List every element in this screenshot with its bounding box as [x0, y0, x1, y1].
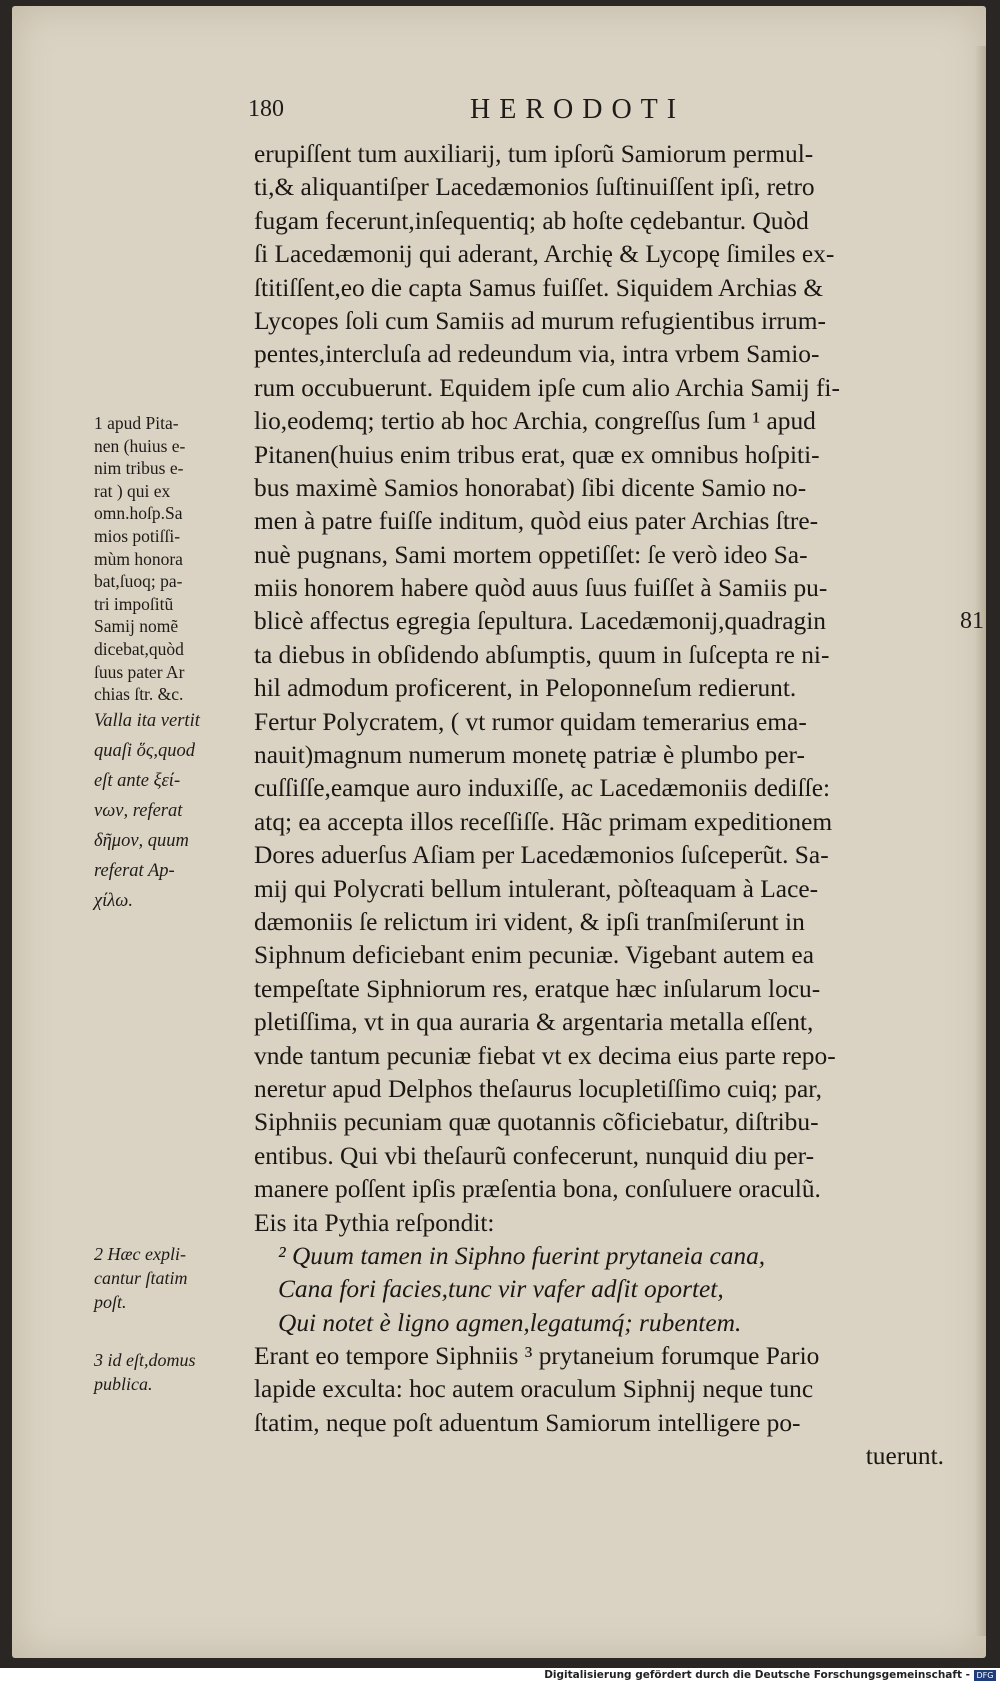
text-line: bus maximè Samios honorabat) ſibi dicente Samio no- — [254, 473, 807, 502]
marginal-note-3-text — [94, 1348, 254, 1396]
marginal-line: cantur ſtatim — [94, 1268, 188, 1288]
text-line: dæmoniis ſe relictum iri vident, & ipſi tranſmiſerunt in — [254, 907, 805, 936]
funding-credit: Digitalisierung gefördert durch die Deutsche Forschungsgemeinschaft - — [544, 1669, 970, 1681]
marginal-line: χίλω. — [94, 890, 133, 911]
marginal-line: rat ) qui ex — [94, 480, 171, 501]
marginal-line: 1 apud Pita- — [94, 413, 179, 433]
marginal-note-1-italic — [94, 706, 254, 916]
margin-section-number: 81 — [960, 608, 984, 634]
text-line: cuſſiſſe,eamque auro induxiſſe, ac Lacedæmoniis dediſſe: — [254, 774, 831, 803]
marginal-line: chias ſtr. &c. — [94, 684, 184, 705]
text-line: ſi Lacedæmonij qui aderant, Archię & Lycopę ſimiles ex- — [254, 240, 835, 269]
marginal-line: nen (huius e- — [94, 435, 186, 456]
marginal-line: mùm honora — [94, 548, 183, 569]
text-line: ſtatim, neque poſt aduentum Samiorum intelligere po- — [254, 1408, 801, 1437]
marginal-line: dicebat,quòd — [94, 638, 184, 659]
marginal-line: bat,ſuoq; pa- — [94, 571, 183, 592]
marginal-line: mios potiſſi- — [94, 525, 181, 546]
page-number: 180 — [248, 96, 284, 122]
text-line: lapide exculta: hoc autem oraculum Siphnij neque tunc — [254, 1375, 814, 1404]
text-line: ta diebus in obſidendo abſumptis, quum in ſuſcepta re ni- — [254, 640, 830, 669]
text-line: mij qui Polycrati bellum intulerant, pòſteaquam à Lace- — [254, 874, 819, 903]
text-line: entibus. Qui vbi theſaurũ confecerunt, nunquid diu per- — [254, 1141, 815, 1170]
marginal-line: eſt ante ξεί- — [94, 770, 181, 791]
marginal-note-2-text — [94, 1242, 254, 1314]
text-line: nuè pugnans, Sami mortem oppetiſſet: ſe verò ideo Sa- — [254, 540, 808, 569]
text-line: Siphniis pecuniam quæ quotannis cõficiebatur, diſtribu- — [254, 1108, 819, 1137]
text-line: blicè affectus egregia ſepultura. Lacedæmonij,quadragin — [254, 607, 826, 636]
text-line: pletiſſima, vt in qua auraria & argentaria metalla eſſent, — [254, 1008, 814, 1037]
text-line: Pitanen(huius enim tribus erat, quæ ex omnibus hoſpiti- — [254, 440, 820, 469]
marginal-note-3 — [94, 1348, 254, 1396]
body-lines — [254, 138, 944, 1240]
marginal-line: Valla ita vertit — [94, 710, 200, 731]
verse-line: Cana fori facies,tunc vir vafer adſit oportet, — [278, 1275, 724, 1304]
marginal-line: ſuus pater Ar — [94, 661, 185, 682]
marginal-line: tri impoſitũ — [94, 593, 174, 614]
text-line: nauit)magnum numerum monetę patriæ è plumbo per- — [254, 741, 805, 770]
verse-line: Qui notet è ligno agmen,legatumq́; rubentem. — [278, 1308, 742, 1337]
text-line: Siphnum deficiebant enim pecuniæ. Vigebant autem ea — [254, 941, 814, 970]
text-line: Fertur Polycratem, ( vt rumor quidam temerarius ema- — [254, 707, 807, 736]
main-text-block — [254, 138, 944, 1474]
text-line: ſtitiſſent,eo die capta Samus fuiſſet. Siquidem Archias & — [254, 273, 824, 302]
text-line: neretur apud Delphos theſaurus locupletiſſimo cuiq; par, — [254, 1074, 823, 1103]
text-line: Eis ita Pythia reſpondit: — [254, 1208, 495, 1237]
marginal-note-1-text — [94, 412, 254, 706]
dfg-logo: DFG — [974, 1670, 996, 1681]
marginal-line: 3 id eſt,domus — [94, 1350, 196, 1370]
marginal-line: δῆμον, quum — [94, 830, 189, 851]
marginal-line: publica. — [94, 1374, 153, 1394]
marginal-line: 2 Hæc expli- — [94, 1244, 186, 1264]
body-lines-after-verse — [254, 1340, 944, 1440]
page-edge — [976, 46, 986, 1636]
text-line: hil admodum proficerent, in Peloponneſum redierunt. — [254, 674, 797, 703]
marginal-line: referat Ap- — [94, 860, 175, 881]
catchword: tuerunt. — [865, 1442, 944, 1471]
text-line: Erant eo tempore Siphniis ³ prytaneium forumque Pario — [254, 1342, 820, 1371]
text-line: Lycopes ſoli cum Samiis ad murum refugientibus irrum- — [254, 306, 826, 335]
text-line: erupiſſent tum auxiliarij, tum ipſorũ Samiorum permul- — [254, 140, 814, 168]
text-line: pentes,intercluſa ad redeundum via, intra vrbem Samio- — [254, 340, 820, 369]
text-line: rum occubuerunt. Equidem ipſe cum alio Archia Samij fi- — [254, 373, 840, 402]
text-line: men à patre fuiſſe inditum, quòd eius pater Archias ſtre- — [254, 507, 819, 536]
marginal-line: quaſi ὅς,quod — [94, 740, 196, 761]
running-head — [248, 96, 748, 130]
marginal-line: omn.hoſp.Sa — [94, 503, 183, 524]
marginal-line: νων, referat — [94, 800, 183, 821]
text-line: Dores aduerſus Aſiam per Lacedæmonios ſuſceperũt. Sa- — [254, 841, 829, 870]
text-line: manere poſſent ipſis præſentia bona, conſuluere oraculũ. — [254, 1175, 821, 1204]
marginal-line: poſt. — [94, 1292, 127, 1312]
verse-line: ² Quum tamen in Siphno fuerint prytaneia cana, — [278, 1241, 766, 1270]
marginal-note-1 — [94, 412, 254, 916]
text-line: tempeſtate Siphniorum res, eratque hæc inſularum locu- — [254, 974, 821, 1003]
running-title: HERODOTI — [470, 94, 686, 125]
marginal-line: nim tribus e- — [94, 458, 184, 479]
marginal-line: Samij nomẽ — [94, 616, 179, 637]
oracle-verse — [278, 1240, 944, 1340]
text-line: fugam fecerunt,inſequentiq; ab hoſte cędebantur. Quòd — [254, 206, 809, 235]
text-line: lio,eodemq; tertio ab hoc Archia, congreſſus ſum ¹ apud — [254, 407, 816, 436]
text-line: ti,& aliquantiſper Lacedæmonios ſuſtinuiſſent ipſi, retro — [254, 173, 815, 202]
marginal-note-2 — [94, 1242, 254, 1314]
text-line: atq; ea accepta illos receſſiſſe. Hãc primam expeditionem — [254, 807, 833, 836]
text-line: vnde tantum pecuniæ fiebat vt ex decima eius parte repo- — [254, 1041, 836, 1070]
footer-bar — [0, 1668, 1000, 1684]
text-line: miis honorem habere quòd auus ſuus fuiſſet à Samiis pu- — [254, 574, 828, 603]
